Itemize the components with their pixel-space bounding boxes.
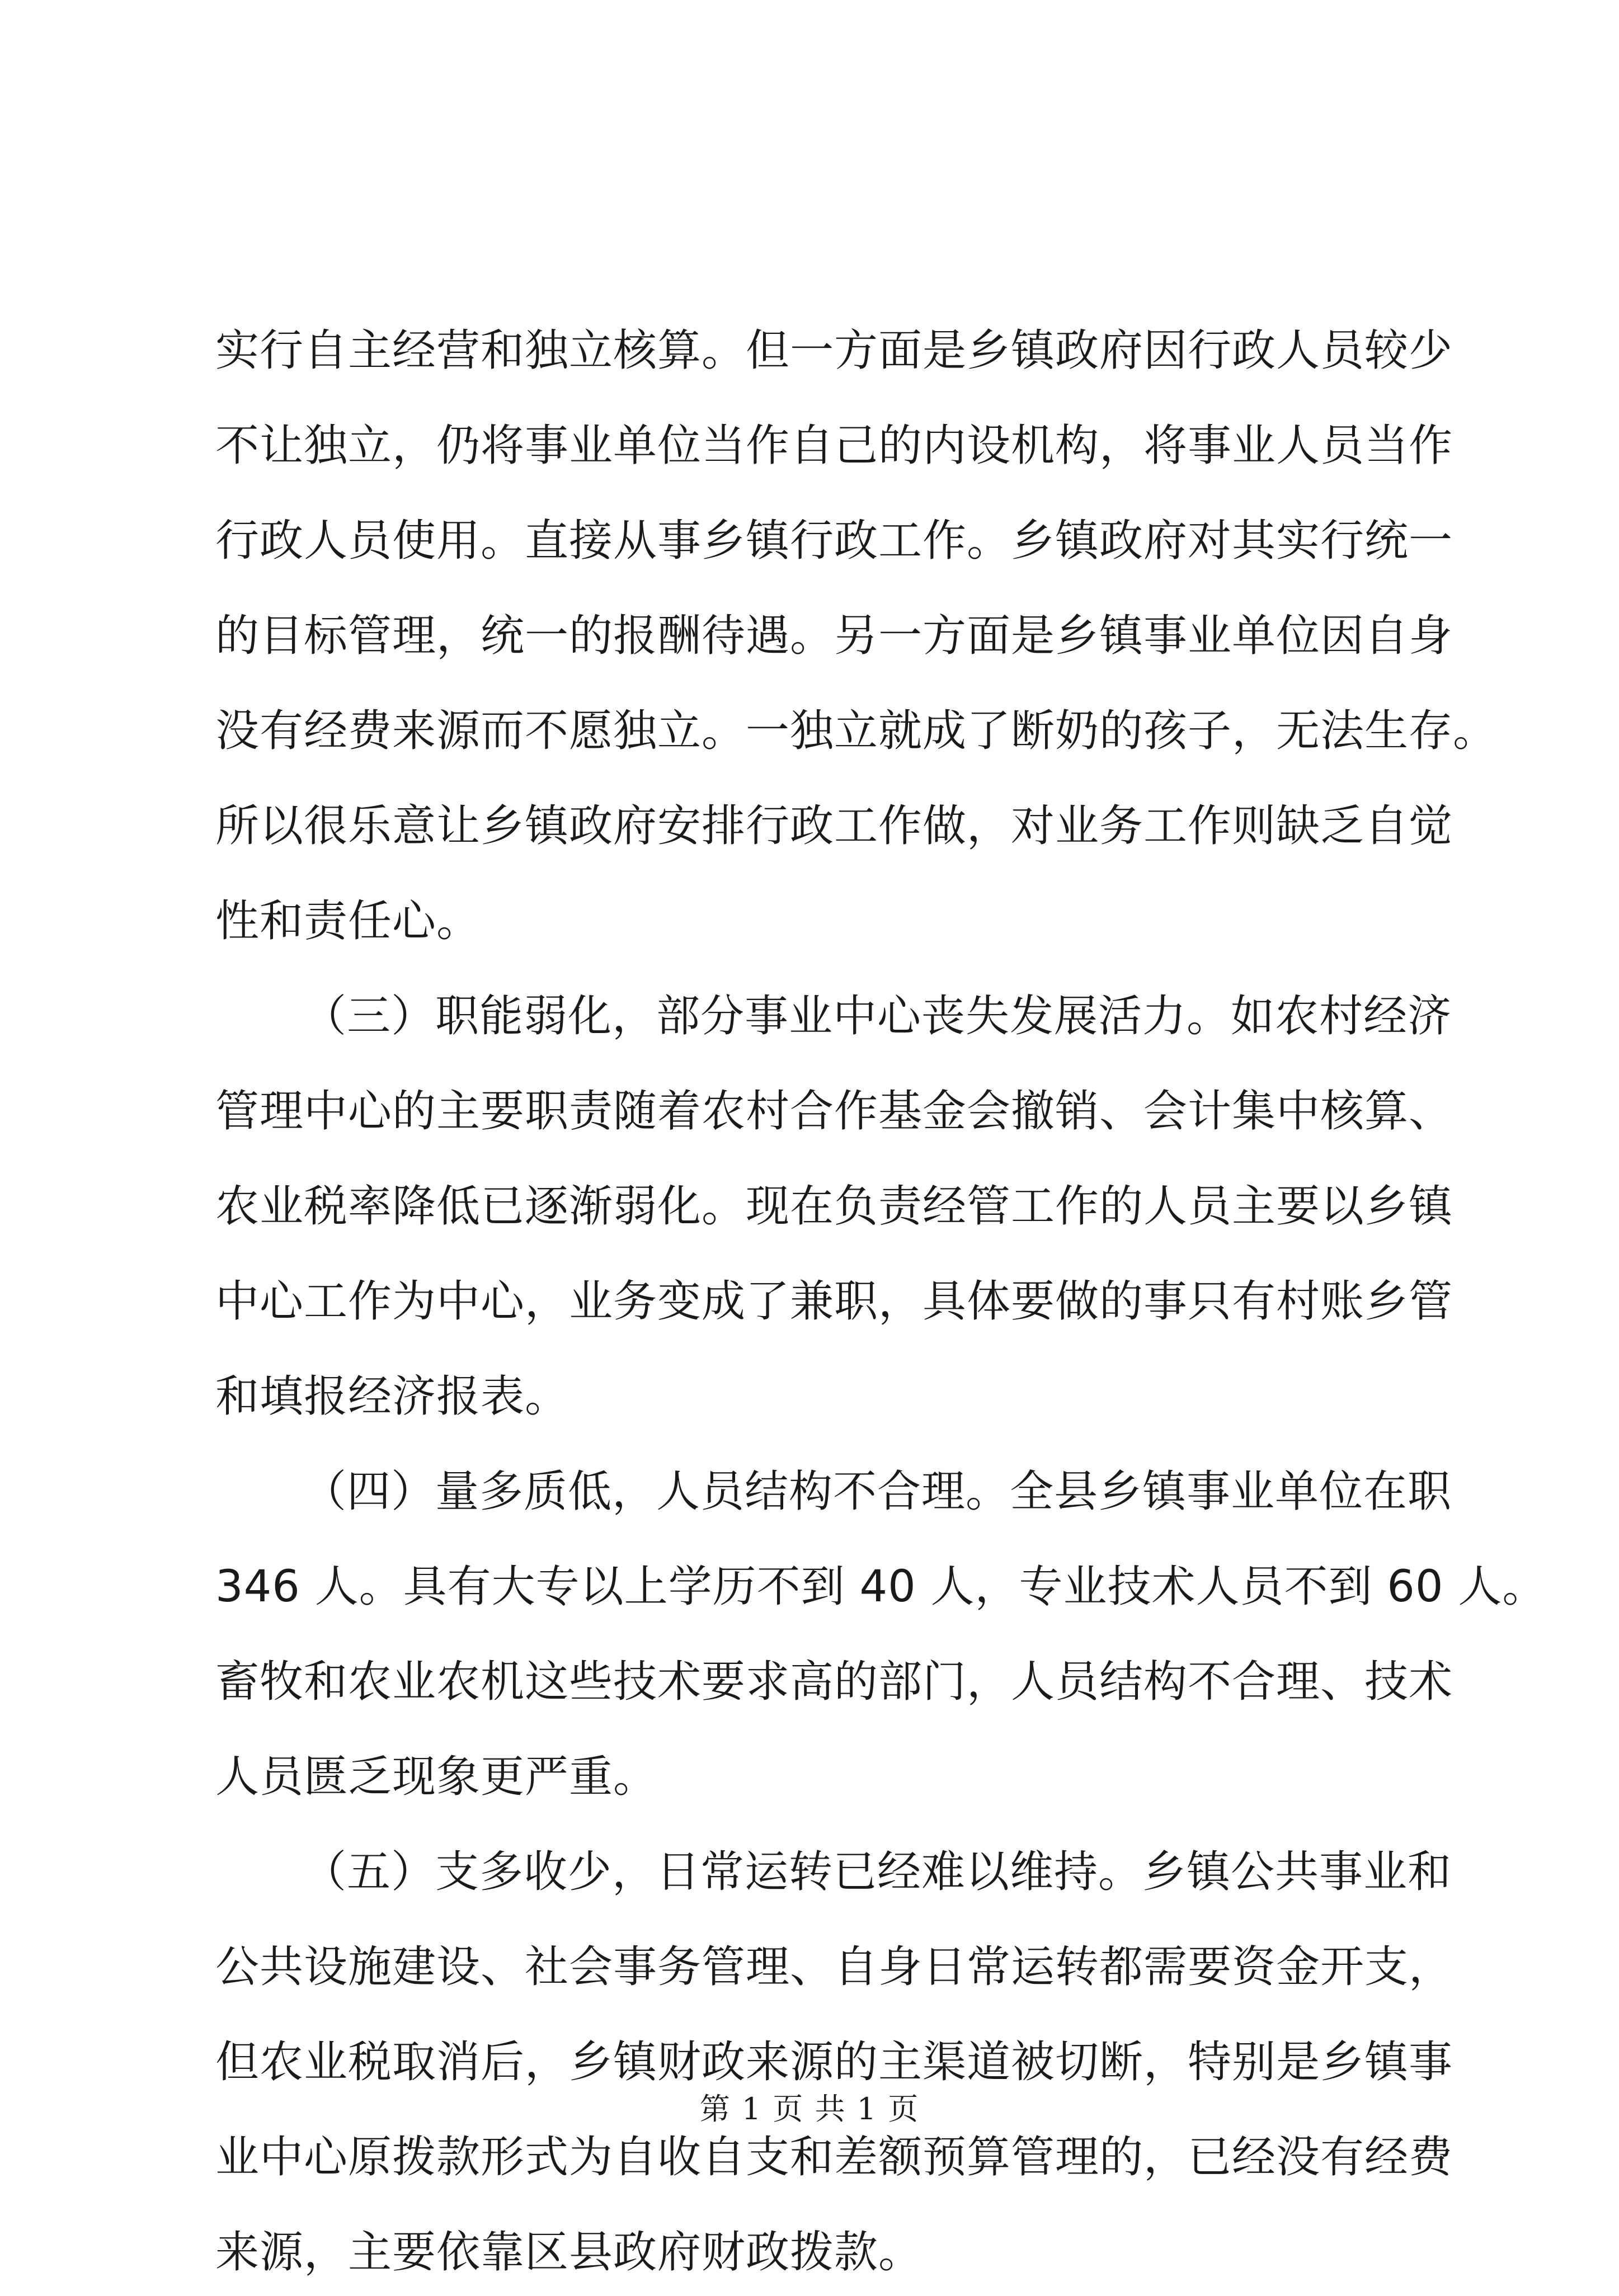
text-line bbox=[215, 1630, 1453, 1725]
text-line-content: 实行自主经营和独立核算。但一方面是乡镇政府因行政人员较少 bbox=[215, 326, 1453, 376]
text-line-content: 畜牧和农业农机这些技术要求高的部门，人员结构不合理、技术 bbox=[215, 1657, 1453, 1707]
text-line-content: 没有经费来源而不愿独立。一独立就成了断奶的孩子，无法生存。 bbox=[215, 706, 1498, 756]
text-line-content: 公共设施建设、社会事务管理、自身日常运转都需要资金开支， bbox=[215, 1942, 1453, 1992]
text-line-content: （三）职能弱化，部分事业中心丧失发展活力。如农村经济 bbox=[303, 991, 1452, 1041]
text-line-content: 行政人员使用。直接从事乡镇行政工作。乡镇政府对其实行统一 bbox=[215, 516, 1453, 566]
text-line bbox=[215, 965, 1452, 1060]
text-line bbox=[215, 2201, 1413, 2296]
text-line-content: 人员匮乏现象更严重。 bbox=[215, 1752, 658, 1802]
text-line-content: 来源，主要依靠区县政府财政拨款。 bbox=[215, 2227, 923, 2278]
text-line bbox=[215, 489, 1453, 584]
text-line-content: 所以很乐意让乡镇政府安排行政工作做，对业务工作则缺乏自觉 bbox=[215, 801, 1453, 851]
text-line bbox=[215, 870, 1413, 965]
paragraph bbox=[215, 965, 1453, 1440]
text-line bbox=[215, 584, 1453, 680]
document-body bbox=[215, 299, 1547, 2296]
text-line-content: 农业税率降低已逐渐弱化。现在负责经管工作的人员主要以乡镇 bbox=[215, 1181, 1453, 1232]
paragraph bbox=[215, 1821, 1453, 2296]
text-line bbox=[215, 1250, 1453, 1345]
text-line-content: （五）支多收少，日常运转已经难以维持。乡镇公共事业和 bbox=[303, 1847, 1452, 1897]
page-footer: 第 1 页 共 1 页 bbox=[699, 2091, 920, 2127]
text-line-content: 但农业税取消后，乡镇财政来源的主渠道被切断，特别是乡镇事 bbox=[215, 2037, 1453, 2087]
text-line bbox=[215, 1155, 1453, 1250]
text-line bbox=[215, 299, 1453, 394]
text-line-content: 的目标管理，统一的报酬待遇。另一方面是乡镇事业单位因自身 bbox=[215, 611, 1453, 661]
text-line-content: 中心工作为中心，业务变成了兼职，具体要做的事只有村账乡管 bbox=[215, 1276, 1453, 1327]
text-line-content: 和填报经济报表。 bbox=[215, 1371, 570, 1422]
text-line bbox=[215, 1440, 1452, 1535]
text-line-content: 业中心原拨款形式为自收自支和差额预算管理的，已经没有经费 bbox=[215, 2132, 1453, 2182]
text-line-content: （四）量多质低，人员结构不合理。全县乡镇事业单位在职 bbox=[303, 1467, 1452, 1517]
paragraph bbox=[215, 299, 1498, 965]
text-line bbox=[215, 1535, 1547, 1630]
text-line bbox=[215, 1345, 1413, 1440]
text-line bbox=[215, 1060, 1453, 1155]
text-line bbox=[215, 775, 1453, 870]
text-line bbox=[215, 1725, 1413, 1821]
text-line-content: 管理中心的主要职责随着农村合作基金会撤销、会计集中核算、 bbox=[215, 1086, 1453, 1137]
paragraph bbox=[215, 1440, 1547, 1821]
text-line bbox=[215, 1821, 1452, 1916]
text-line bbox=[215, 680, 1498, 775]
text-line bbox=[215, 1916, 1453, 2011]
text-line-content: 性和责任心。 bbox=[215, 896, 481, 946]
text-line-content: 346 人。具有大专以上学历不到 40 人，专业技术人员不到 60 人。 bbox=[215, 1562, 1547, 1612]
text-line-content: 不让独立，仍将事业单位当作自己的内设机构，将事业人员当作 bbox=[215, 421, 1453, 471]
text-line bbox=[215, 394, 1453, 489]
